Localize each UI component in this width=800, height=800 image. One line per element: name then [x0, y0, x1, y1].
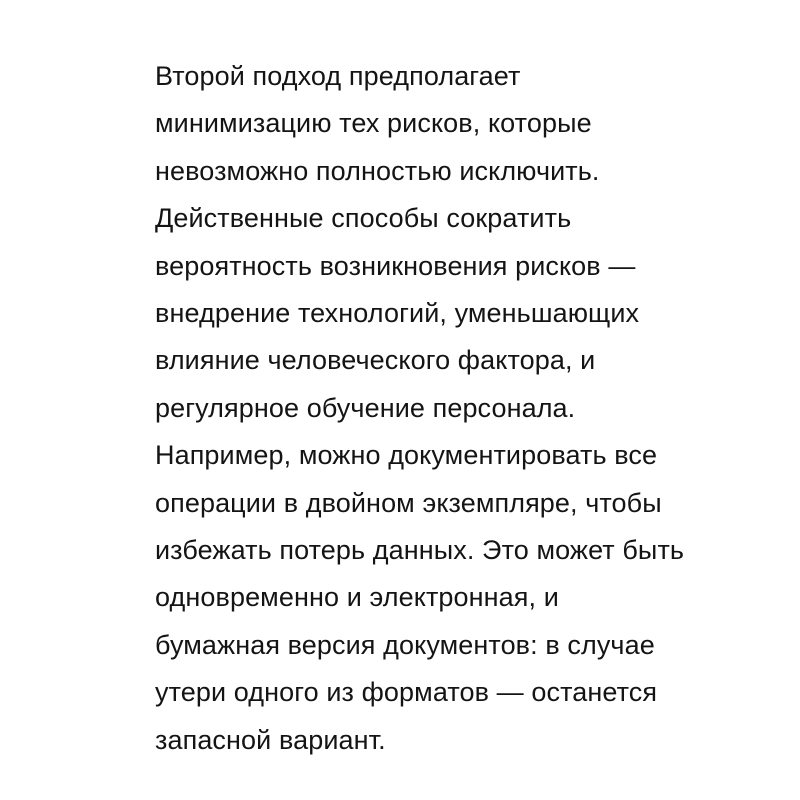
paragraph-line: Второй подход предполагает	[155, 61, 521, 91]
paragraph-line: запасной вариант.	[155, 724, 386, 755]
paragraph-line: вероятность возникновения рисков —	[155, 250, 636, 281]
article-paragraph	[155, 53, 785, 764]
paragraph-line: Например, можно документировать все	[155, 440, 658, 471]
paragraph-line: внедрение технологий, уменьшающих	[155, 298, 640, 329]
paragraph-line: утери одного из форматов — останется	[155, 677, 658, 708]
paragraph-line: минимизацию тех рисков, которые	[155, 108, 592, 139]
paragraph-line: невозможно полностью исключить.	[155, 155, 600, 186]
paragraph-line: Действенные способы сократить	[155, 203, 572, 234]
paragraph-line: операции в двойном экземпляре, чтобы	[155, 487, 662, 518]
paragraph-line: избежать потерь данных. Это может быть	[155, 535, 685, 566]
paragraph-line: одновременно и электронная, и	[155, 582, 559, 613]
paragraph-line: регулярное обучение персонала.	[155, 392, 576, 423]
paragraph-line: влияние человеческого фактора, и	[155, 345, 596, 376]
paragraph-line: бумажная версия документов: в случае	[155, 629, 655, 660]
